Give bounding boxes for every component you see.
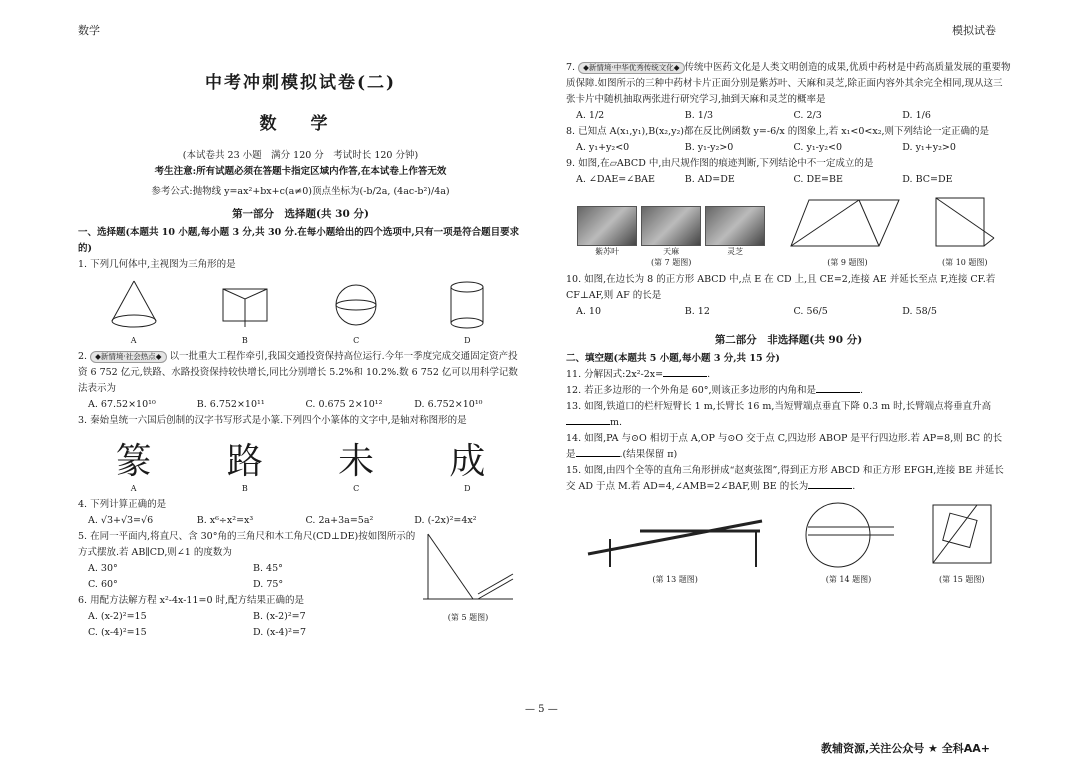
q5-figure: [418, 529, 518, 641]
herb-label-2: 天麻: [663, 247, 680, 256]
question-10: 10. 如图,在边长为 8 的正方形 ABCD 中,点 E 在 CD 上,且 CE=2,连接 AE 并延长至点 F,连接 CF.若 CF⊥AF,则 AF 的长是: [566, 274, 996, 301]
seal-glyph-a: 篆: [115, 441, 152, 482]
q5-option-b: B. 45°: [253, 563, 283, 574]
circle-tangent-figure: [798, 499, 898, 571]
q8-option-b: B. y₁-y₂>0: [684, 142, 734, 153]
ruler-triangle-figure: [418, 529, 518, 609]
q5-options-row1: [78, 561, 418, 577]
q5-options-row2: [78, 577, 418, 593]
seal-glyph-d: 成: [449, 441, 486, 482]
q3-glyphs: [78, 433, 523, 493]
question-12: 12. 若正多边形的一个外角是 60°,则该正多边形的内角和是 .: [566, 385, 864, 396]
q3-option-a: [99, 433, 169, 493]
q6-option-a: A. (x-2)²=15: [88, 611, 147, 622]
q9-options: [566, 172, 1011, 188]
parallelogram-figure: [787, 192, 907, 254]
seal-glyph-c: 未: [338, 441, 375, 482]
question-14: [566, 431, 1011, 463]
q8-option-a: A. y₁+y₂<0: [576, 142, 630, 153]
q7-text: 传统中医药文化是人类文明创造的成果,优质中药材是中药高质量发展的重要物质保障.如图所示的三种中药材卡片正面分别是紫苏叶、天麻和灵芝,除正面内容外其余完全相同,现从这三张卡片中随机抽取两张进行研究学习,抽到天麻和灵芝的概率是: [566, 62, 1011, 105]
q6-option-d: D. (x-4)²=7: [253, 627, 306, 638]
header-exam-type: 模拟试卷: [952, 24, 996, 37]
cylinder-figure: [437, 277, 497, 333]
q10-options: [566, 304, 1011, 320]
q7-tag: ◆新情境·中华优秀传统文化◆: [578, 62, 684, 74]
header-subject: 数学: [78, 24, 100, 37]
q15-figure: [927, 499, 997, 585]
q2-options: [78, 397, 523, 413]
q6-options-row2: [78, 625, 418, 641]
herb-card-2: [641, 206, 701, 257]
q3-label-b: B: [241, 484, 248, 493]
question-6: 6. 用配方法解方程 x²-4x-11=0 时,配方结果正确的是: [78, 595, 305, 606]
q14-end: .(结果保留 π): [619, 449, 678, 460]
q9-caption: (第 9 题图): [827, 258, 868, 267]
seal-glyph-b: 路: [226, 441, 263, 482]
q2-text: 以一批重大工程作牵引,我国交通投资保持高位运行.今年一季度完成交通固定资产投资 6 752 亿元,铁路、水路投资保持较快增长,同比分别增长 5.2%和 10.2%.数 6 752 亿可以用科学记数法表示为: [78, 351, 518, 394]
q7-caption: (第 7 题图): [650, 258, 692, 267]
q1-option-a: [104, 277, 164, 345]
reference-formula: 参考公式:抛物线 y=ax²+bx+c(a≠0)顶点坐标为(-b/2a, (4ac-b²)/4a): [151, 186, 450, 197]
left-column: [78, 60, 523, 641]
q6-option-c: C. (x-4)²=15: [88, 627, 147, 638]
q11-text: 11. 分解因式:2x²-2x=: [566, 369, 664, 380]
question-2: 2. ◆新情境·社会热点◆ 以一批重大工程作牵引,我国交通投资保持高位运行.今年一季度完成交通固定资产投资 6 752 亿元,铁路、水路投资保持较快增长,同比分别增长 5.2%和 10.2%.数 6 752 亿可以用科学记数法表示为: [78, 351, 518, 394]
question-8: 8. 已知点 A(x₁,y₁),B(x₂,y₂)都在反比例函数 y=-6/x 的图象上,若 x₁<0<x₂,则下列结论一定正确的是: [566, 126, 990, 137]
q9-option-a: A. ∠DAE=∠BAE: [576, 174, 655, 185]
question-3: 3. 秦始皇统一六国后创制的汉字书写形式是小篆.下列四个小篆体的文字中,是轴对称图形的是: [78, 415, 467, 426]
q5-option-d: D. 75°: [253, 579, 284, 590]
railway-barrier-figure: [580, 509, 770, 571]
q10-option-b: B. 12: [684, 306, 710, 317]
q8-options: [566, 140, 1011, 156]
q7-options: [566, 108, 1011, 124]
q9-option-c: C. DE=BE: [793, 174, 843, 185]
cone-figure: [104, 277, 164, 333]
q1-label-c: C: [353, 336, 360, 345]
q11-blank: [663, 376, 707, 377]
q1-label-b: B: [241, 336, 248, 345]
q4-option-d: D. (-2x)²=4x²: [414, 515, 477, 526]
question-7: 7. ◆新情境·中华优秀传统文化◆ 传统中医药文化是人类文明创造的成果,优质中药材是中药高质量发展的重要物质保障.如图所示的三种中药材卡片正面分别是紫苏叶、天麻和灵芝,除正面内容外其余完全相同,现从这三张卡片中随机抽取两张进行研究学习,抽到天麻和灵芝的概率是: [566, 62, 1011, 105]
q1-option-b: [215, 277, 275, 345]
part1-heading: 第一部分 选择题(共 30 分): [232, 208, 369, 220]
question-5: 5. 在同一平面内,将直尺、含 30°角的三角尺和木工角尺(CD⊥DE)按如图所示的方式摆放.若 AB∥CD,则∠1 的度数为: [78, 531, 416, 558]
herb-label-3: 灵芝: [727, 247, 744, 256]
q7-option-c: C. 2/3: [793, 110, 822, 121]
q1-option-c: [326, 277, 386, 345]
q3-option-d: [432, 433, 502, 493]
q3-option-b: [210, 433, 280, 493]
q14-figure: [798, 499, 898, 585]
q5-option-a: A. 30°: [88, 563, 118, 574]
sphere-figure: [326, 277, 386, 333]
q3-label-d: D: [464, 484, 471, 493]
q15-caption: (第 15 题图): [939, 575, 985, 584]
section2-heading: 二、填空题(本题共 5 小题,每小题 3 分,共 15 分): [566, 353, 780, 364]
q1-option-d: [437, 277, 497, 345]
question-13: [566, 399, 1011, 431]
q13-unit: m.: [610, 417, 623, 428]
part2-heading: 第二部分 非选择题(共 90 分): [714, 334, 863, 346]
q4-options: [78, 513, 523, 529]
right-column: [566, 60, 1011, 589]
q5-q6-block: [78, 529, 523, 641]
q7-option-b: B. 1/3: [684, 110, 714, 121]
q8-option-c: C. y₁-y₂<0: [793, 142, 843, 153]
exam-subject: 数 学: [259, 114, 342, 134]
q13-figure: [580, 509, 770, 585]
q13-q15-figures: [566, 499, 1011, 585]
q2-tag: ◆新情境·社会热点◆: [90, 351, 166, 363]
q2-option-d: D. 6.752×10¹⁰: [414, 399, 483, 410]
q7-figure: [577, 206, 765, 268]
herb-photo-3: [705, 206, 765, 246]
q6-option-b: B. (x-2)²=7: [253, 611, 306, 622]
q7-option-a: A. 1/2: [576, 110, 605, 121]
q1-label-a: A: [130, 336, 137, 345]
question-4: 4. 下列计算正确的是: [78, 499, 167, 510]
q1-label-d: D: [464, 336, 471, 345]
square-figure: [930, 192, 1000, 254]
zhao-shuang-figure: [927, 499, 997, 571]
herb-photo-2: [641, 206, 701, 246]
q14-caption: (第 14 题图): [825, 575, 872, 584]
herb-card-3: [705, 206, 765, 257]
q9-option-d: D. BC=DE: [902, 174, 953, 185]
q2-option-c: C. 0.675 2×10¹²: [305, 399, 383, 410]
section1-heading: 一、选择题(本题共 10 小题,每小题 3 分,共 30 分.在每小题给出的四个选项中,只有一项是符合题目要求的): [78, 227, 520, 254]
page-number: — 5 —: [525, 704, 558, 715]
q10-option-c: C. 56/5: [793, 306, 828, 317]
q8-option-d: D. y₁+y₂>0: [902, 142, 956, 153]
q6-options-row1: [78, 609, 418, 625]
q4-option-a: A. √3+√3=√6: [88, 515, 154, 526]
herb-card-1: [577, 206, 637, 257]
footer-watermark: 教辅资源,关注公众号 ★ 全科AA+: [821, 742, 990, 755]
q5-q6-text: [78, 529, 418, 641]
q9-figure: [787, 192, 907, 268]
herb-photo-1: [577, 206, 637, 246]
q14-blank: [576, 456, 620, 457]
q10-figure: [930, 192, 1000, 268]
q14-text: 14. 如图,PA 与⊙O 相切于点 A,OP 与⊙O 交于点 C,四边形 ABOP 是平行四边形.若 AP=8,则 BC 的长是: [566, 433, 1003, 460]
q3-label-c: C: [353, 484, 360, 493]
q12-blank: [816, 392, 860, 393]
herb-cards: [577, 206, 765, 257]
q4-option-c: C. 2a+3a=5a²: [305, 515, 374, 526]
q9-option-b: B. AD=DE: [684, 174, 735, 185]
q13-blank: [566, 424, 610, 425]
exam-notice: 考生注意:所有试题必须在答题卡指定区域内作答,在本试卷上作答无效: [154, 166, 447, 177]
q7-q9-q10-figures: [566, 192, 1011, 268]
question-15: 15. 如图,由四个全等的直角三角形拼成“赵爽弦图”,得到正方形 ABCD 和正方形 EFGH,连接 BE 并延长交 AD 于点 M.若 AD=4,∠AMB=2∠BAF,则 BE 的长为 .: [566, 465, 1004, 492]
exam-title: 中考冲刺模拟试卷(二): [204, 73, 397, 93]
q5-option-c: C. 60°: [88, 579, 118, 590]
question-9: 9. 如图,在▱ABCD 中,由尺规作图的痕迹判断,下列结论中不一定成立的是: [566, 158, 874, 169]
q10-option-d: D. 58/5: [902, 306, 937, 317]
q1-figures: [78, 277, 523, 345]
question-11: 11. 分解因式:2x²-2x= .: [566, 369, 711, 380]
herb-label-1: 紫苏叶: [595, 247, 620, 256]
q10-option-a: A. 10: [576, 306, 601, 317]
q5-caption: (第 5 题图): [447, 613, 489, 622]
q13-caption: (第 13 题图): [652, 575, 698, 584]
q12-text: 12. 若正多边形的一个外角是 60°,则该正多边形的内角和是: [566, 385, 817, 396]
q15-text: 15. 如图,由四个全等的直角三角形拼成“赵爽弦图”,得到正方形 ABCD 和正方形 EFGH,连接 BE 并延长交 AD 于点 M.若 AD=4,∠AMB=2∠BAF,则 BE 的长为: [566, 465, 1004, 492]
q2-option-b: B. 6.752×10¹¹: [196, 399, 265, 410]
q13-text: 13. 如图,铁道口的栏杆短臂长 1 m,长臂长 16 m,当短臂端点垂直下降 0.3 m 时,长臂端点将垂直升高: [566, 401, 992, 412]
q15-blank: [808, 488, 852, 489]
q7-option-d: D. 1/6: [902, 110, 931, 121]
prism-figure: [215, 277, 275, 333]
question-1: 1. 下列几何体中,主视图为三角形的是: [78, 259, 236, 270]
q2-option-a: A. 67.52×10¹⁰: [88, 399, 156, 410]
q3-label-a: A: [130, 484, 137, 493]
q3-option-c: [321, 433, 391, 493]
q4-option-b: B. x⁶÷x²=x³: [196, 515, 254, 526]
exam-info: (本试卷共 23 小题 满分 120 分 考试时长 120 分钟): [182, 150, 419, 161]
q10-caption: (第 10 题图): [942, 258, 988, 267]
